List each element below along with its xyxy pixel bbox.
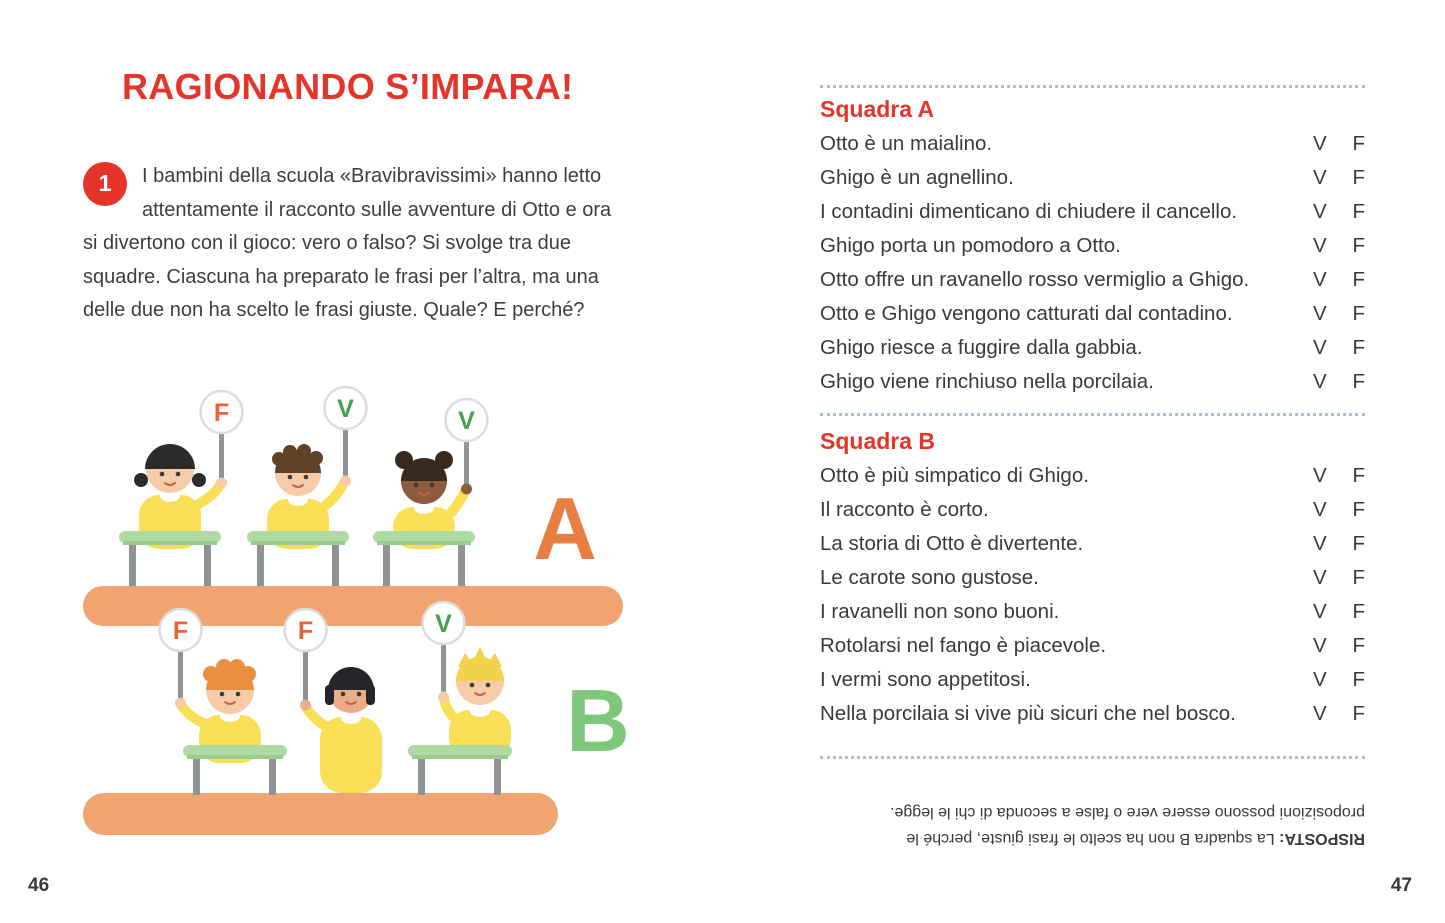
falso-option: F [1352,498,1365,521]
vero-option: V [1313,302,1327,325]
page-number-right: 47 [1390,875,1412,896]
statement-text: Rotolarsi nel fango è piacevole. [820,634,1107,657]
vf-options [1313,161,1365,195]
paddle-letter: F [172,617,189,645]
student-6 [408,602,512,795]
vero-option: V [1313,464,1327,487]
vf-options [1313,297,1365,331]
statement-text: I ravanelli non sono buoni. [820,600,1060,623]
paddle-letter: V [458,407,475,435]
vf-options [1313,561,1365,595]
falso-option: F [1352,336,1365,359]
vf-options [1313,127,1365,161]
statement-text: Ghigo è un agnellino. [820,166,1014,189]
statement-text: La storia di Otto è divertente. [820,532,1084,555]
upside-down-answer [820,799,1365,851]
vero-option: V [1313,234,1327,257]
vf-options [1313,493,1365,527]
falso-option: F [1352,234,1365,257]
statement-text: Otto e Ghigo vengono catturati dal contadino. [820,302,1233,325]
paddle-letter: V [435,610,452,638]
platform-front [83,793,558,835]
squadra-b-heading: Squadra B [820,428,936,454]
vero-option: V [1313,268,1327,291]
falso-option: F [1352,566,1365,589]
paddle-letter: F [297,617,314,645]
page-number-left: 46 [28,875,50,896]
falso-option: F [1352,634,1365,657]
statement-row [820,127,1365,161]
exercise-intro [83,160,628,328]
statement-row [820,663,1365,697]
vf-options [1313,365,1365,399]
statement-text: I vermi sono appetitosi. [820,668,1031,691]
statement-row [820,331,1365,365]
student-4 [160,609,288,795]
statement-row [820,195,1365,229]
statement-text: Nella porcilaia si vive più sicuri che nel bosco. [820,702,1236,725]
vero-option: V [1313,132,1327,155]
falso-option: F [1352,464,1365,487]
vf-options [1313,263,1365,297]
statement-row [820,297,1365,331]
vero-option: V [1313,600,1327,623]
vero-option: V [1313,200,1327,223]
exercise-number-badge: 1 [83,162,127,206]
student-2 [247,387,367,586]
falso-option: F [1352,668,1365,691]
exercise-intro-text: I bambini della scuola «Bravibravissimi» hanno letto attentamente il racconto sulle avventure di Otto e ora si divertono con il gioco: vero o falso? Si svolge tra due squadre. Ciascuna ha preparato le frasi per l’altra, ma una delle due non ha scelto le frasi giuste. Quale? E perché? [83,165,612,321]
falso-option: F [1352,200,1365,223]
vero-option: V [1313,668,1327,691]
statement-text: Otto è un maialino. [820,132,993,155]
statement-text: Ghigo riesce a fuggire dalla gabbia. [820,336,1143,359]
dotted-divider [820,756,1365,759]
vf-options [1313,195,1365,229]
falso-option: F [1352,600,1365,623]
statement-row [820,263,1365,297]
statement-text: Otto offre un ravanello rosso vermiglio a Ghigo. [820,268,1250,291]
vf-options [1313,527,1365,561]
vero-option: V [1313,370,1327,393]
vf-options [1313,663,1365,697]
answer-text: La squadra B non ha scelto le frasi giuste, perché le proposizioni possono essere vere o false a seconda di chi le legge. [890,804,1365,847]
statement-text: Ghigo viene rinchiuso nella porcilaia. [820,370,1154,393]
student-3 [373,399,488,586]
vero-option: V [1313,532,1327,555]
vero-option: V [1313,702,1327,725]
statement-row [820,229,1365,263]
answer-label: RISPOSTA: [1279,830,1365,847]
statement-text: Otto è più simpatico di Ghigo. [820,464,1089,487]
team-a-letter: A [533,479,597,578]
statement-text: Le carote sono gustose. [820,566,1039,589]
vf-options [1313,331,1365,365]
statement-row [820,161,1365,195]
dotted-divider [820,413,1365,416]
vero-option: V [1313,634,1327,657]
falso-option: F [1352,702,1365,725]
right-page [820,75,1365,851]
statement-row [820,459,1365,493]
classroom-illustration [75,383,650,848]
vf-options [1313,595,1365,629]
dotted-divider [820,85,1365,88]
paddle-letter: V [337,395,354,423]
statement-text: Il racconto è corto. [820,498,989,521]
vf-options [1313,697,1365,731]
falso-option: F [1352,532,1365,555]
falso-option: F [1352,302,1365,325]
statement-row [820,629,1365,663]
statement-row [820,697,1365,731]
statement-row [820,365,1365,399]
vf-options [1313,229,1365,263]
statement-row [820,527,1365,561]
falso-option: F [1352,132,1365,155]
page-title: RAGIONANDO S’IMPARA! [122,66,574,107]
statement-row [820,561,1365,595]
statement-text: I contadini dimenticano di chiudere il cancello. [820,200,1238,223]
vero-option: V [1313,336,1327,359]
statement-row [820,493,1365,527]
vero-option: V [1313,498,1327,521]
falso-option: F [1352,166,1365,189]
statement-row [820,595,1365,629]
student-5 [285,609,383,793]
falso-option: F [1352,268,1365,291]
falso-option: F [1352,370,1365,393]
vf-options [1313,459,1365,493]
squadra-a-heading: Squadra A [820,96,935,122]
paddle-letter: F [213,399,230,427]
vero-option: V [1313,166,1327,189]
student-1 [119,391,243,586]
vero-option: V [1313,566,1327,589]
statement-text: Ghigo porta un pomodoro a Otto. [820,234,1121,257]
vf-options [1313,629,1365,663]
team-b-letter: B [566,671,630,770]
left-page [83,66,643,328]
